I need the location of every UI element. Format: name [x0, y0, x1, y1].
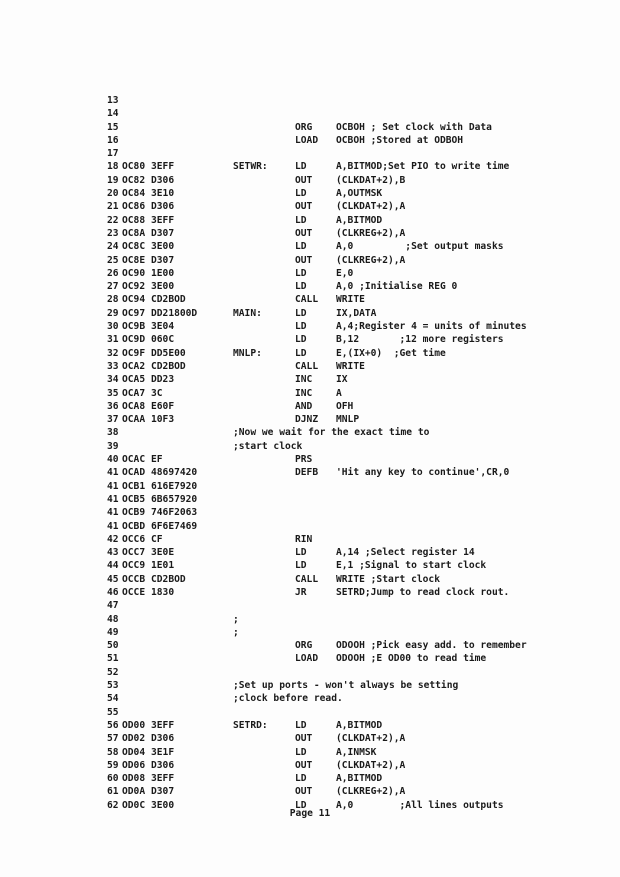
machine-code: 1E01	[151, 560, 175, 572]
operand: SETRD;Jump to read clock rout.	[336, 586, 510, 598]
label: ;Now we wait for the exact time to	[233, 427, 430, 439]
machine-code: DD21800D	[151, 307, 198, 319]
address: OC88	[122, 214, 146, 226]
label: MAIN:	[233, 307, 262, 319]
opcode: INC	[295, 387, 313, 399]
machine-code: D306	[151, 201, 175, 213]
operand: A	[336, 387, 342, 399]
address: OD00	[122, 719, 146, 731]
line-number: 21	[107, 201, 119, 213]
line-number: 59	[107, 759, 119, 771]
operand: (CLKREG+2),A	[336, 254, 406, 266]
label: ;	[233, 613, 239, 625]
address: OCCE	[122, 586, 146, 598]
operand: A,BITMOD	[336, 214, 383, 226]
line-number: 41	[107, 520, 119, 532]
label: ;clock before read.	[233, 693, 343, 705]
opcode: PRS	[295, 454, 313, 466]
operand: WRITE ;Start clock	[336, 573, 440, 585]
operand: OCBOH ; Set clock with Data	[336, 121, 492, 133]
operand: E,0	[336, 267, 354, 279]
address: OCC6	[122, 533, 146, 545]
address: OCC7	[122, 547, 146, 559]
address: OD04	[122, 746, 146, 758]
line-number: 41	[107, 507, 119, 519]
opcode: CALL	[295, 360, 319, 372]
line-number: 42	[107, 533, 119, 545]
line-number: 20	[107, 188, 119, 200]
operand: A,BITMOD;Set PIO to write time	[336, 161, 510, 173]
address: OC82	[122, 174, 146, 186]
machine-code: D306	[151, 733, 175, 745]
address: OC8E	[122, 254, 146, 266]
opcode: LD	[295, 547, 307, 559]
machine-code: DD5E00	[151, 347, 186, 359]
line-number: 54	[107, 693, 119, 705]
opcode: INC	[295, 374, 313, 386]
machine-code: 3E00	[151, 241, 175, 253]
address: OCAA	[122, 414, 146, 426]
operand: MNLP	[336, 414, 360, 426]
machine-code: D306	[151, 759, 175, 771]
line-number: 31	[107, 334, 119, 346]
operand: E,(IX+0) ;Get time	[336, 347, 446, 359]
page-number: Page 11	[289, 808, 331, 819]
line-number: 35	[107, 387, 119, 399]
machine-code: 3EFF	[151, 214, 175, 226]
address: OD08	[122, 773, 146, 785]
machine-code: 746F2063	[151, 507, 198, 519]
operand: (CLKREG+2),A	[336, 786, 406, 798]
line-number: 41	[107, 493, 119, 505]
address: OC92	[122, 281, 146, 293]
address: OCA2	[122, 360, 146, 372]
address: OCC9	[122, 560, 146, 572]
machine-code: CD2BOD	[151, 360, 186, 372]
opcode: LD	[295, 161, 307, 173]
operand: B,12 ;12 more registers	[336, 334, 504, 346]
machine-code: 10F3	[151, 414, 175, 426]
line-number: 61	[107, 786, 119, 798]
address: OC86	[122, 201, 146, 213]
operand: 'Hit any key to continue',CR,0	[336, 467, 510, 479]
opcode: ORG	[295, 121, 313, 133]
label: ;Set up ports - won't always be setting	[233, 680, 459, 692]
line-number: 52	[107, 666, 119, 678]
line-number: 49	[107, 626, 119, 638]
address: OD06	[122, 759, 146, 771]
opcode: LD	[295, 241, 307, 253]
line-number: 23	[107, 227, 119, 239]
opcode: LD	[295, 347, 307, 359]
machine-code: 3E04	[151, 321, 175, 333]
opcode: CALL	[295, 573, 319, 585]
line-number: 34	[107, 374, 119, 386]
machine-code: CF	[151, 533, 163, 545]
address: OC9D	[122, 334, 146, 346]
machine-code: 3E0E	[151, 547, 175, 559]
opcode: OUT	[295, 759, 313, 771]
label: SETWR:	[233, 161, 268, 173]
address: OCCB	[122, 573, 146, 585]
opcode: ORG	[295, 640, 313, 652]
machine-code: 48697420	[151, 467, 198, 479]
line-number: 13	[107, 95, 119, 106]
address: OC97	[122, 307, 146, 319]
line-number: 60	[107, 773, 119, 785]
operand: (CLKREG+2),A	[336, 227, 406, 239]
machine-code: 3E10	[151, 188, 175, 200]
line-number: 17	[107, 148, 119, 160]
line-number: 32	[107, 347, 119, 359]
opcode: LD	[295, 560, 307, 572]
opcode: AND	[295, 400, 313, 412]
opcode: JR	[295, 586, 307, 598]
opcode: DEFB	[295, 467, 319, 479]
operand: ODOOH ;Pick easy add. to remember	[336, 640, 527, 652]
opcode: LOAD	[295, 134, 319, 146]
line-number: 36	[107, 400, 119, 412]
line-number: 46	[107, 586, 119, 598]
line-number: 41	[107, 467, 119, 479]
line-number: 33	[107, 360, 119, 372]
address: OCA5	[122, 374, 146, 386]
operand: (CLKDAT+2),A	[336, 759, 406, 771]
opcode: LD	[295, 773, 307, 785]
label: ;	[233, 626, 239, 638]
operand: WRITE	[336, 360, 365, 372]
operand: (CLKDAT+2),B	[336, 174, 406, 186]
address: OC8C	[122, 241, 146, 253]
machine-code: 3EFF	[151, 161, 175, 173]
machine-code: 3E00	[151, 799, 175, 811]
address: OC9B	[122, 321, 146, 333]
machine-code: 616E7920	[151, 480, 198, 492]
machine-code: 6B657920	[151, 493, 198, 505]
address: OCA8	[122, 400, 146, 412]
address: OCAC	[122, 454, 146, 466]
operand: A,INMSK	[336, 746, 377, 758]
line-number: 16	[107, 134, 119, 146]
address: OC8A	[122, 227, 146, 239]
machine-code: 3E1F	[151, 746, 175, 758]
opcode: LD	[295, 334, 307, 346]
opcode: CALL	[295, 294, 319, 306]
line-number: 14	[107, 108, 119, 120]
line-number: 22	[107, 214, 119, 226]
line-number: 15	[107, 121, 119, 133]
line-number: 56	[107, 719, 119, 731]
operand: (CLKDAT+2),A	[336, 201, 406, 213]
address: OC84	[122, 188, 146, 200]
line-number: 57	[107, 733, 119, 745]
line-number: 25	[107, 254, 119, 266]
label: MNLP:	[233, 347, 262, 359]
opcode: OUT	[295, 174, 313, 186]
line-number: 29	[107, 307, 119, 319]
machine-code: D307	[151, 227, 175, 239]
machine-code: 1830	[151, 586, 175, 598]
machine-code: 3EFF	[151, 719, 175, 731]
line-number: 18	[107, 161, 119, 173]
machine-code: E60F	[151, 400, 175, 412]
line-number: 50	[107, 640, 119, 652]
opcode: LD	[295, 281, 307, 293]
machine-code: D307	[151, 254, 175, 266]
opcode: LD	[295, 188, 307, 200]
address: OC80	[122, 161, 146, 173]
line-number: 45	[107, 573, 119, 585]
address: OCB9	[122, 507, 146, 519]
line-number: 27	[107, 281, 119, 293]
machine-code: 3C	[151, 387, 163, 399]
opcode: LD	[295, 719, 307, 731]
operand: WRITE	[336, 294, 365, 306]
line-number: 43	[107, 547, 119, 559]
line-number: 47	[107, 600, 119, 612]
opcode: LD	[295, 799, 307, 811]
address: OD0A	[122, 786, 146, 798]
address: OCAD	[122, 467, 146, 479]
machine-code: EF	[151, 454, 163, 466]
address: OD0C	[122, 799, 146, 811]
line-number: 62	[107, 799, 119, 811]
opcode: OUT	[295, 201, 313, 213]
line-number: 37	[107, 414, 119, 426]
machine-code: CD2BOD	[151, 573, 186, 585]
opcode: LD	[295, 267, 307, 279]
operand: A,0 ;Initialise REG 0	[336, 281, 458, 293]
operand: E,1 ;Signal to start clock	[336, 560, 487, 572]
address: OCB5	[122, 493, 146, 505]
operand: A,14 ;Select register 14	[336, 547, 475, 559]
operand: IX,DATA	[336, 307, 377, 319]
machine-code: 3E00	[151, 281, 175, 293]
machine-code: CD2BOD	[151, 294, 186, 306]
opcode: OUT	[295, 227, 313, 239]
operand: A,BITMOD	[336, 719, 383, 731]
line-number: 28	[107, 294, 119, 306]
operand: A,OUTMSK	[336, 188, 383, 200]
address: OCBD	[122, 520, 146, 532]
machine-code: D307	[151, 786, 175, 798]
line-number: 58	[107, 746, 119, 758]
opcode: LD	[295, 321, 307, 333]
machine-code: 6F6E7469	[151, 520, 198, 532]
opcode: LD	[295, 746, 307, 758]
line-number: 51	[107, 653, 119, 665]
operand: ODOOH ;E OD00 to read time	[336, 653, 487, 665]
opcode: OUT	[295, 733, 313, 745]
line-number: 38	[107, 427, 119, 439]
label: ;start clock	[233, 440, 303, 452]
operand: A,BITMOD	[336, 773, 383, 785]
address: OC94	[122, 294, 146, 306]
line-number: 26	[107, 267, 119, 279]
line-number: 40	[107, 454, 119, 466]
line-number: 41	[107, 480, 119, 492]
machine-code: 3EFF	[151, 773, 175, 785]
machine-code: 1E00	[151, 267, 175, 279]
line-number: 39	[107, 440, 119, 452]
opcode: RIN	[295, 533, 313, 545]
operand: A,0 ;Set output masks	[336, 241, 504, 253]
machine-code: D306	[151, 174, 175, 186]
opcode: LD	[295, 214, 307, 226]
line-number: 19	[107, 174, 119, 186]
address: OCA7	[122, 387, 146, 399]
line-number: 55	[107, 706, 119, 718]
opcode: OUT	[295, 254, 313, 266]
opcode: LOAD	[295, 653, 319, 665]
line-number: 30	[107, 321, 119, 333]
line-number: 44	[107, 560, 119, 572]
machine-code: 060C	[151, 334, 175, 346]
opcode: DJNZ	[295, 414, 319, 426]
address: OC9F	[122, 347, 146, 359]
machine-code: DD23	[151, 374, 175, 386]
operand: OFH	[336, 400, 354, 412]
line-number: 24	[107, 241, 119, 253]
operand: A,0 ;All lines outputs	[336, 799, 504, 811]
opcode: OUT	[295, 786, 313, 798]
address: OC90	[122, 267, 146, 279]
line-number: 48	[107, 613, 119, 625]
opcode: LD	[295, 307, 307, 319]
label: SETRD:	[233, 719, 268, 731]
operand: (CLKDAT+2),A	[336, 733, 406, 745]
operand: A,4;Register 4 = units of minutes	[336, 321, 527, 333]
address: OD02	[122, 733, 146, 745]
address: OCB1	[122, 480, 146, 492]
line-number: 53	[107, 680, 119, 692]
operand: IX	[336, 374, 348, 386]
operand: OCBOH ;Stored at ODBOH	[336, 134, 464, 146]
